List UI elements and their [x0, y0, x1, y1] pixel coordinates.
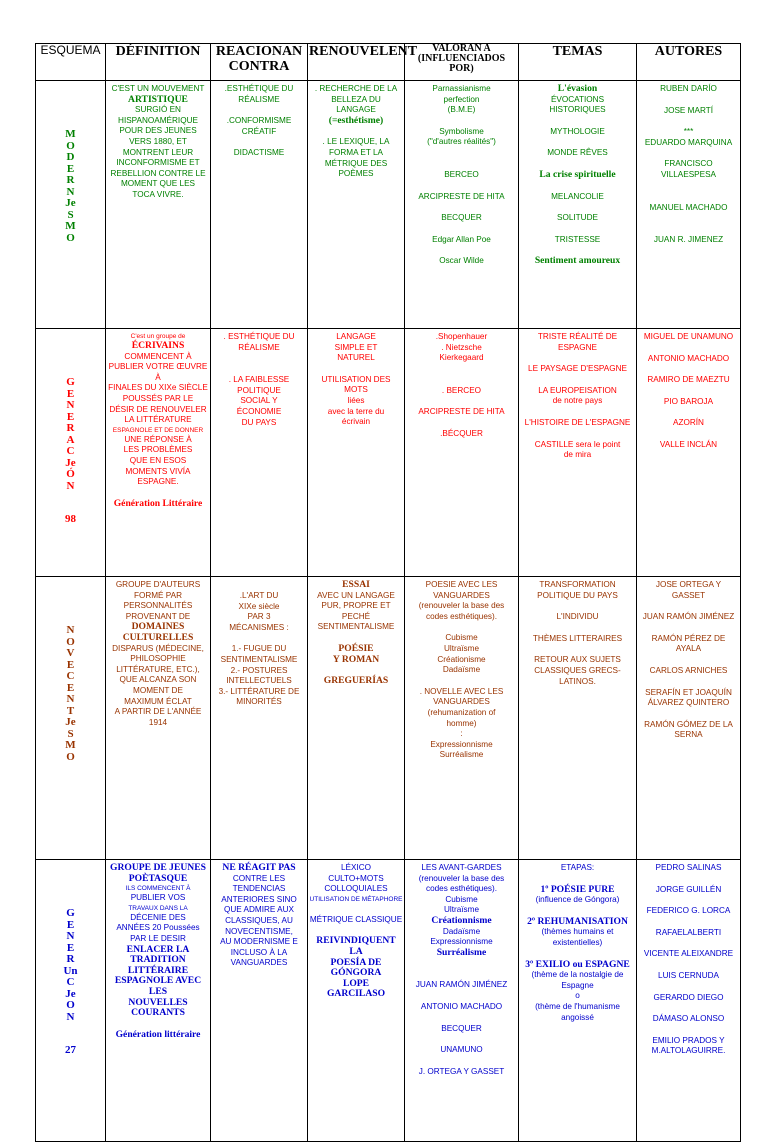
- cell-spacer: [212, 364, 306, 375]
- vertical-letter: C: [66, 445, 75, 457]
- header-renouvelent: RENOUVELENT: [308, 44, 405, 81]
- cell-spacer: [520, 623, 635, 634]
- renouvelent-text: MÉTRIQUE CLASSIQUE: [309, 914, 403, 924]
- autores-text: MIGUEL DE UNAMUNO: [643, 332, 734, 341]
- literary-movements-table: [35, 43, 741, 1142]
- cell-spacer: [638, 429, 739, 440]
- definition-text: Génération Littéraire: [113, 497, 203, 509]
- autores-text: SERAFÍN ET JOAQUÍN ÁLVAREZ QUINTERO: [645, 687, 732, 708]
- reaction-cell: [211, 81, 308, 329]
- vertical-letter: G: [66, 907, 75, 919]
- valoran-text: BECQUER: [441, 1023, 482, 1033]
- cell-spacer: [406, 116, 517, 127]
- definition-text: PUBLIER VOS: [130, 893, 186, 903]
- vertical-letter: [37, 492, 104, 503]
- autores-text: VICENTE ALEIXANDRE: [643, 949, 734, 959]
- valoran-text: Surréalisme: [436, 946, 487, 958]
- cell-spacer: [638, 407, 739, 418]
- valoran-text: Cubisme Ultraïsme Créationisme Dadaïsme: [437, 633, 486, 675]
- autores-text: GERARDO DIEGO: [653, 992, 724, 1002]
- definition-cell: [106, 577, 211, 860]
- valoran-cell: [405, 860, 519, 1142]
- vertical-label: [36, 329, 106, 577]
- cell-spacer: [638, 917, 739, 928]
- temas-text: MYTHOLOGIE: [550, 126, 605, 136]
- autores-text: JUAN RAMÓN JIMÉNEZ: [642, 612, 735, 622]
- cell-spacer: [212, 633, 306, 644]
- renouvelent-text: . LE LEXIQUE, LA FORMA ET LA MÉTRIQUE DES POÈMES: [322, 137, 390, 179]
- reaction-text: DIDACTISME: [233, 148, 285, 158]
- temas-text: TRISTESSE: [554, 234, 601, 244]
- vertical-letter: Un: [63, 964, 78, 977]
- valoran-text: Dadaïsme Expressionnisme: [430, 926, 493, 947]
- definition-text: Génération littéraire: [115, 1028, 201, 1040]
- renouvelent-cell: [308, 577, 405, 860]
- cell-spacer: [520, 116, 635, 127]
- autores-text: MANUEL MACHADO: [649, 202, 728, 212]
- cell-spacer: [309, 904, 403, 915]
- reaction-text: .ESTHÉTIQUE DU RÉALISME: [224, 84, 294, 104]
- temas-text: RETOUR AUX SUJETS CLASSIQUES GRECS- LATINOS.: [534, 655, 621, 686]
- renouvelent-text: GREGUERÍAS: [323, 675, 389, 687]
- cell-spacer: [638, 213, 739, 224]
- temas-text: SOLITUDE: [557, 213, 598, 223]
- cell-spacer: [406, 676, 517, 687]
- valoran-cell: [405, 81, 519, 329]
- cell-spacer: [638, 677, 739, 688]
- vertical-letter: N: [66, 1010, 75, 1023]
- reaction-text: . LA FAIBLESSE POLITIQUE SOCIAL Y ÉCONOMIE DU PAYS: [228, 375, 290, 427]
- renouvelent-text: LANGAGE SIMPLE ET NATUREL: [334, 332, 378, 363]
- row-generacion-27: [36, 860, 741, 1142]
- cell-spacer: [406, 991, 517, 1002]
- renouvelent-text: . RECHERCHE DE LA BELLEZA DU LANGAGE: [314, 84, 398, 115]
- renouvelent-cell: [308, 81, 405, 329]
- cell-spacer: [638, 938, 739, 949]
- vertical-letter: [37, 1023, 104, 1034]
- cell-spacer: [520, 137, 635, 148]
- reaction-cell: [211, 577, 308, 860]
- renouvelent-text: ESSAI: [342, 579, 370, 590]
- temas-text: Sentiment amoureux: [534, 255, 621, 267]
- cell-spacer: [520, 407, 635, 418]
- vertical-letter: Je: [65, 987, 76, 1000]
- cell-spacer: [638, 364, 739, 375]
- cell-spacer: [638, 192, 739, 203]
- autores-text: LUIS CERNUDA: [658, 970, 719, 980]
- temas-cell: [519, 577, 637, 860]
- vertical-letter: M: [65, 220, 76, 232]
- renouvelent-text: POÉSIE Y ROMAN: [332, 642, 380, 665]
- cell-spacer: [638, 709, 739, 720]
- vertical-letter: Je: [65, 197, 76, 209]
- autores-text: RAMÓN GÓMEZ DE LA SERNA: [644, 719, 733, 740]
- definition-cell: [106, 81, 211, 329]
- autores-cell: [637, 860, 741, 1142]
- reaction-cell: [211, 329, 308, 577]
- vertical-letter: N: [66, 624, 75, 636]
- cell-spacer: [638, 224, 739, 235]
- vertical-label: [36, 81, 106, 329]
- autores-text: RUBEN DARÍO: [660, 84, 717, 93]
- cell-spacer: [638, 895, 739, 906]
- renouvelent-text: UTILISATION DE MÉTAPHORE: [309, 895, 403, 903]
- header-valoran: VALORAN A (INFLUENCIADOS POR): [405, 44, 519, 81]
- temas-cell: [519, 860, 637, 1142]
- header-definition: DÉFINITION: [106, 44, 211, 81]
- definition-text: ESPAGNOLE ET DE DONNER: [112, 426, 204, 434]
- vertical-letter: O: [66, 635, 75, 648]
- definition-text: DISPARUS (MÉDECINE, PHILOSOPHIE LITTÉRATURE, ETC.), QUE ALCANZA SON MOMENT DE MAXIMUM ÉCLAT A PARTIR DE L'ANNÉE 1914: [112, 643, 204, 727]
- vertical-letter: N: [66, 693, 75, 705]
- vertical-label: [36, 860, 106, 1142]
- cell-spacer: [520, 375, 635, 386]
- autores-text: JORGE GUILLÉN: [655, 884, 722, 894]
- temas-text: LA EUROPEISATION de notre pays: [538, 385, 617, 406]
- cell-spacer: [309, 126, 403, 137]
- header-temas: TEMAS: [519, 44, 637, 81]
- cell-spacer: [212, 137, 306, 148]
- vertical-letter: T: [66, 704, 75, 717]
- cell-spacer: [520, 601, 635, 612]
- vertical-letter: G: [66, 376, 75, 388]
- vertical-letter: Je: [65, 716, 76, 728]
- vertical-letter: N: [66, 479, 75, 492]
- vertical-letter: R: [66, 953, 75, 965]
- definition-cell: [106, 860, 211, 1142]
- valoran-cell: [405, 329, 519, 577]
- renouvelent-text: (=esthétisme): [328, 114, 384, 126]
- definition-text: GROUPE DE JEUNES POÈTASQUE: [110, 862, 206, 884]
- temas-text: MONDE RÊVES: [547, 148, 608, 158]
- renouvelent-cell: [308, 860, 405, 1142]
- cell-spacer: [638, 601, 739, 612]
- autores-text: JOSE ORTEGA Y GASSET: [655, 580, 722, 600]
- autores-text: CARLOS ARNICHES: [649, 665, 728, 675]
- valoran-text: POESIE AVEC LES VANGUARDES (renouveler la base des codes esthétiques).: [418, 580, 505, 621]
- temas-text: La crise spirituelle: [539, 168, 616, 180]
- vertical-letter: Ó: [66, 468, 75, 480]
- vertical-letter: N: [66, 185, 75, 198]
- cell-spacer: [406, 148, 517, 159]
- temas-text: ÉVOCATIONS HISTORIQUES: [549, 94, 606, 115]
- autores-text: RAMÓN PÉREZ DE AYALA: [651, 633, 726, 654]
- header-esquema: ESQUEMA: [36, 44, 106, 81]
- cell-spacer: [520, 949, 635, 960]
- definition-text: C'EST UN MOUVEMENT: [111, 84, 205, 93]
- definition-text: ARTISTIQUE: [128, 93, 188, 105]
- autores-text: EDUARDO MARQUINA: [644, 137, 733, 147]
- autores-text: JOSE MARTÍ: [664, 105, 713, 115]
- valoran-text: JUAN RAMÓN JIMÉNEZ: [415, 980, 508, 990]
- temas-text: ETAPAS:: [560, 863, 595, 872]
- autores-text: ANTONIO MACHADO: [647, 353, 730, 363]
- header-reacionan: REACIONAN CONTRA: [211, 44, 308, 81]
- cell-spacer: [406, 202, 517, 213]
- temas-text: (thème de la nostalgie de Espagne o (thème de l'humanisme angoissé: [531, 970, 624, 1022]
- autores-text: DÁMASO ALONSO: [652, 1014, 725, 1024]
- definition-text: COMMENCENT À PUBLIER VOTRE ŒUVRE À FINALES DU XIXe SIÈCLE POUSSÉS PAR LE DÉSIR DE RENOUVELER LA LITTÉRATURE: [108, 351, 208, 425]
- temas-text: 1º POÉSIE PURE: [540, 883, 615, 895]
- valoran-text: Symbolisme ("d'autres réalités"): [427, 126, 496, 147]
- valoran-text: .Shopenhauer . Nietzsche Kierkegaard: [435, 332, 488, 363]
- row-generacion-98: [36, 329, 741, 577]
- cell-spacer: [638, 343, 739, 354]
- autores-text: RAMIRO DE MAEZTU: [647, 375, 730, 385]
- temas-text: LE PAYSAGE D'ESPAGNE: [528, 364, 627, 374]
- cell-spacer: [520, 181, 635, 192]
- autores-cell: [637, 577, 741, 860]
- cell-spacer: [406, 1056, 517, 1067]
- definition-text: DOMAINES CULTURELLES: [122, 621, 194, 643]
- vertical-letter: S: [67, 727, 74, 740]
- cell-spacer: [406, 396, 517, 407]
- valoran-text: BECQUER: [441, 213, 482, 223]
- cell-spacer: [520, 429, 635, 440]
- cell-spacer: [638, 982, 739, 993]
- cell-spacer: [638, 874, 739, 885]
- definition-text: C'est un groupe de: [130, 333, 186, 340]
- definition-text: ÉCRIVAINS: [131, 340, 185, 351]
- valoran-text: Oscar Wilde: [439, 256, 484, 266]
- vertical-letter: S: [67, 208, 74, 221]
- definition-cell: [106, 329, 211, 577]
- vertical-letter: 98: [65, 513, 76, 525]
- header-row: [36, 44, 741, 81]
- temas-text: (thèmes humains et existentielles): [541, 927, 614, 947]
- cell-spacer: [406, 224, 517, 235]
- cell-spacer: [406, 622, 517, 633]
- header-autores: AUTORES: [637, 44, 741, 81]
- vertical-letter: E: [66, 387, 75, 400]
- vertical-letter: N: [66, 930, 75, 942]
- cell-spacer: [638, 386, 739, 397]
- vertical-letter: R: [66, 174, 75, 186]
- valoran-text: . BERCEO: [441, 385, 482, 395]
- vertical-letter: E: [66, 681, 75, 694]
- renouvelent-cell: [308, 329, 405, 577]
- cell-spacer: [406, 969, 517, 980]
- temas-text: THÈMES LITTERAIRES: [532, 633, 623, 643]
- valoran-text: UNAMUNO: [440, 1045, 483, 1055]
- cell-spacer: [638, 95, 739, 106]
- autores-text: FRANCISCO VILLAESPESA: [660, 159, 717, 179]
- cell-spacer: [406, 958, 517, 969]
- autores-cell: [637, 329, 741, 577]
- cell-spacer: [638, 960, 739, 971]
- vertical-letter: M: [65, 128, 76, 140]
- vertical-letter: A: [66, 433, 75, 446]
- autores-cell: [637, 81, 741, 329]
- cell-spacer: [638, 1003, 739, 1014]
- valoran-text: Edgar Allan Poe: [432, 234, 491, 244]
- row-novecentismo: [36, 577, 741, 860]
- cell-spacer: [406, 245, 517, 256]
- valoran-text: ANTONIO MACHADO: [420, 1001, 503, 1011]
- cell-spacer: [212, 580, 306, 591]
- definition-text: SURGIÓ EN HISPANOAMÉRIQUE POUR DES JEUNES VERS 1880, ET MONTRENT LEUR INCONFORMISME ET REBELLION CONTRE LE MOMENT QUE LES TOCA VIVRE.: [110, 105, 206, 199]
- autores-text: JUAN R. JIMENEZ: [653, 235, 724, 245]
- reaction-text: .L'ART DU XIXe siècle PAR 3 MÉCANISMES :: [229, 591, 289, 632]
- autores-text: PEDRO SALINAS: [655, 863, 722, 872]
- autores-text: PIO BAROJA: [663, 396, 714, 406]
- valoran-text: . NOVELLE AVEC LES VANGUARDES (rehumanization of homme) : Expressionnisme Surréalisme: [419, 686, 504, 760]
- temas-text: L'INDIVIDU: [556, 612, 599, 622]
- temas-text: (influence de Góngora): [535, 895, 620, 905]
- autores-text: FEDERICO G. LORCA: [646, 906, 731, 916]
- cell-spacer: [212, 353, 306, 364]
- reaction-text: .CONFORMISME CRÉATIF: [226, 116, 292, 136]
- valoran-text: .BÉCQUER: [440, 428, 483, 438]
- renouvelent-text: UTILISATION DES MOTS liées avec la terre du écrivain: [321, 374, 391, 427]
- definition-text: ILS COMMENCENT À: [125, 885, 191, 893]
- vertical-letter: M: [65, 739, 76, 751]
- vertical-letter: D: [66, 151, 75, 163]
- vertical-letter: C: [66, 976, 75, 988]
- cell-spacer: [212, 105, 306, 116]
- cell-spacer: [406, 1013, 517, 1024]
- vertical-letter: E: [66, 918, 75, 931]
- vertical-letter: E: [66, 658, 75, 671]
- valoran-cell: [405, 577, 519, 860]
- temas-text: 3º EXILIO ou ESPAGNE: [525, 958, 630, 970]
- temas-text: TRISTE RÉALITÉ DE ESPAGNE: [537, 332, 618, 352]
- vertical-letter: R: [66, 422, 75, 434]
- reaction-text: NE RÉAGIT PAS: [222, 862, 296, 873]
- definition-text: UNE RÉPONSE À LES PROBLÈMES QUE EN ESOS MOMENTS VIVÍA ESPAGNE.: [123, 434, 193, 487]
- cell-spacer: [406, 1034, 517, 1045]
- autores-text: EMILIO PRADOS Y M.ALTOLAGUIRRE.: [651, 1035, 726, 1056]
- vertical-letter: E: [66, 410, 75, 423]
- temas-text: L'évasion: [557, 83, 598, 94]
- temas-cell: [519, 81, 637, 329]
- reaction-text: 1.- FUGUE DU SENTIMENTALISME 2.- POSTURES INTELLECTUELS 3.- LITTÉRATURE DE MINORITÉS: [218, 644, 300, 707]
- vertical-letter: O: [66, 750, 75, 763]
- reaction-text: CONTRE LES TENDENCIAS ANTERIORES SINO QUE ADMIRE AUX CLASSIQUES, AU NOVECENTISME, AU MODERNISME E INCLUSO À LA VANGUARDES: [220, 873, 298, 968]
- valoran-text: ARCIPRESTE DE HITA: [418, 407, 505, 417]
- definition-text: ENLACER LA TRADITION LITTÉRAIRE ESPAGNOLE AVEC LES NOUVELLES COURANTS: [114, 943, 202, 1019]
- vertical-letter: O: [66, 999, 75, 1011]
- definition-text: TRAVAUX DANS LA: [128, 904, 188, 912]
- reaction-cell: [211, 860, 308, 1142]
- autores-text: VALLE INCLÁN: [659, 439, 718, 449]
- temas-text: CASTILLE sera le point de mira: [534, 439, 621, 460]
- cell-spacer: [638, 655, 739, 666]
- autores-text: RAFAELALBERTI: [655, 927, 722, 937]
- cell-spacer: [520, 224, 635, 235]
- cell-spacer: [638, 1025, 739, 1036]
- valoran-text: Créationnisme: [431, 914, 492, 926]
- cell-spacer: [638, 116, 739, 127]
- cell-spacer: [520, 353, 635, 364]
- temas-text: L'HISTOIRE DE L'ESPAGNE: [524, 417, 631, 427]
- valoran-text: Parnassianisme perfection (B.M.E): [432, 84, 491, 115]
- cell-spacer: [638, 181, 739, 192]
- cell-spacer: [638, 148, 739, 159]
- vertical-letter: O: [66, 139, 75, 152]
- cell-spacer: [520, 644, 635, 655]
- definition-text: DÉCENIE DES ANNÉES 20 Poussées PAR LE DESIR: [116, 912, 200, 943]
- vertical-label: [36, 577, 106, 860]
- cell-spacer: [309, 364, 403, 375]
- cell-spacer: [406, 364, 517, 375]
- cell-spacer: [406, 375, 517, 386]
- valoran-text: J. ORTEGA Y GASSET: [418, 1066, 505, 1076]
- row-modernismo: [36, 81, 741, 329]
- autores-text: AZORÍN: [673, 418, 704, 428]
- vertical-letter: E: [66, 162, 75, 175]
- valoran-text: LES AVANT-GARDES (renouveler la base des codes esthétiques). Cubisme Ultraïsme: [418, 863, 505, 915]
- autores-text: ***: [683, 127, 694, 137]
- cell-spacer: [406, 418, 517, 429]
- cell-spacer: [406, 159, 517, 170]
- vertical-letter: N: [66, 399, 75, 411]
- reaction-text: . ESTHÉTIQUE DU RÉALISME: [223, 332, 295, 352]
- renouvelent-text: LÉXICO CULTO+MOTS COLLOQUIALES: [324, 863, 388, 894]
- vertical-letter: V: [66, 647, 75, 659]
- cell-spacer: [406, 181, 517, 192]
- vertical-letter: 27: [65, 1044, 76, 1056]
- valoran-text: ARCIPRESTE DE HITA: [418, 191, 505, 201]
- cell-spacer: [520, 202, 635, 213]
- renouvelent-text: AVEC UN LANGAGE PUR, PROPRE ET PECHÉ SENTIMENTALISME: [317, 590, 395, 632]
- vertical-letter: O: [66, 231, 75, 244]
- temas-text: TRANSFORMATION POLITIQUE DU PAYS: [537, 580, 618, 600]
- vertical-letter: C: [66, 670, 75, 682]
- temas-text: 2º REHUMANISATION: [527, 915, 628, 927]
- vertical-letter: E: [66, 941, 75, 954]
- cell-spacer: [638, 623, 739, 634]
- renouvelent-text: REIVINDIQUENT LA POESÍA DE GÓNGORA LOPE GARCILASO: [316, 935, 396, 1000]
- valoran-text: BERCEO: [444, 169, 479, 179]
- vertical-letter: Je: [65, 456, 76, 469]
- definition-text: GROUPE D'AUTEURS FORMÉ PAR PERSONNALITÉS PROVENANT DE: [115, 580, 201, 621]
- temas-cell: [519, 329, 637, 577]
- temas-text: MELANCOLIE: [551, 191, 604, 201]
- cell-spacer: [520, 874, 635, 885]
